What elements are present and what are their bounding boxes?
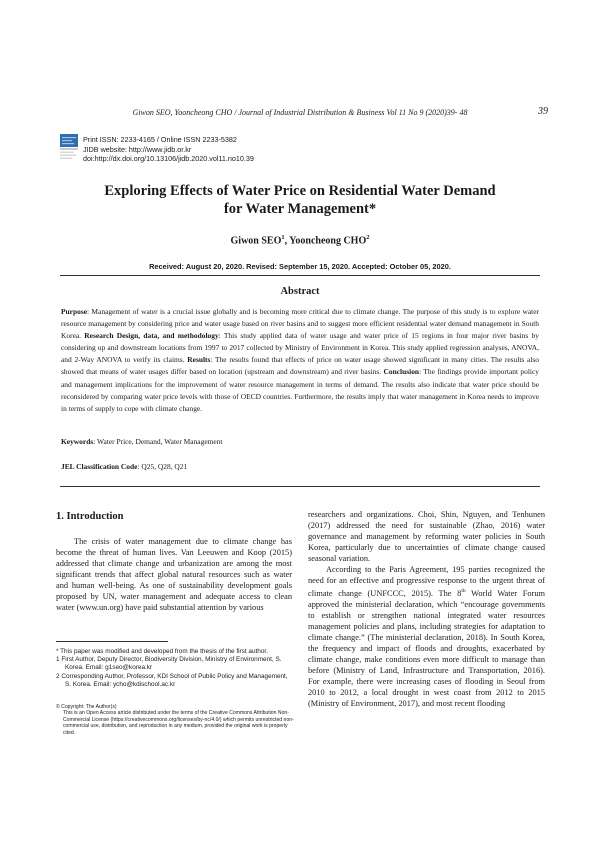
footnote-author-2: 2 Corresponding Author, Professor, KDI School of Public Policy and Management, S. Korea. Email: ycho@kdischool.ac.kr [56, 672, 288, 688]
copyright-line: © Copyright: The Author(s) [56, 704, 117, 710]
methodology-text: : This study applied data of water usage and water price of 15 regions in four major river basins by considering up and downstream locations from 1997 to 2017 collected by Ministry of Environment in Korea. This study applied regression analyses, ANOVA, and 2-Way ANOVA to verify its claims. [61, 331, 539, 365]
right-column [308, 509, 545, 709]
author-2: Yooncheong CHO [289, 235, 367, 247]
results-text: : The results found that effects of price on water usage showed significant in many cities. The results also showed that means of water usages differ based on location (upstream and downstream) and river basins. [61, 355, 540, 377]
page-number: 39 [538, 106, 548, 117]
conclusion-label: Conclusion [383, 367, 420, 377]
keywords-label: Keywords [61, 437, 94, 446]
jel-codes [61, 462, 187, 471]
author-2-mark: 2 [366, 234, 370, 241]
section-number: 1 [56, 511, 62, 522]
issn-line: Print ISSN: 2233-4165 / Online ISSN 2233-5382 [83, 135, 237, 144]
license-note [56, 704, 294, 736]
left-column [56, 536, 292, 613]
paragraph-2-start: According to the Paris Agreement, 195 parties recognized the need for an effective and progressive response to the urgent threat of climate change (UNFCCC, 2015). The 8 [308, 565, 545, 598]
journal-logo-icon [60, 134, 78, 160]
intro-paragraph-1: The crisis of water management due to climate change has become the threat of human lives. Van Leeuwen and Koop (2015) addressed that climate change and urbanization are among the most significant trends that affect global natural resources such as water and human well-being. As one of sustainability development goals proposed by UN, water management and adequate access to clean water (www.un.org) have paid substantial attention by various [56, 537, 292, 612]
author-1-mark: 1 [281, 234, 285, 241]
publication-info [83, 135, 254, 164]
keywords-text: : Water Price, Demand, Water Management [93, 437, 223, 446]
abstract-heading: Abstract [280, 286, 320, 297]
methodology-label: Research Design, data, and methodology [84, 331, 219, 341]
author-list [40, 234, 560, 246]
paragraph-2-rest: World Water Forum approved the ministerial declaration, which “encourage governments to establish or strengthen national integrated water resources management policies and plans, including strategies for adaptation to climate change.” (The ministerial declaration, 2018). In South Korea, the frequency and impact of floods and droughts, exacerbated by climate change, make conditions even more difficult to manage than before (Ministry of Land, Infrastructure and Transportation, 2016). For example, there were increasing cases of flooding in Seoul from 2010 to 2012, a local drought in west coast from 2012 to 2015 (Ministry of Environment, 2017), and most recent flooding [308, 588, 545, 708]
received-dates: Received: August 20, 2020. Revised: September 15, 2020. Accepted: October 05, 2020. [149, 262, 451, 271]
paper-title [40, 182, 560, 218]
doi-line: doi:http://dx.doi.org/10.13106/jidb.2020.vol11.no10.39 [83, 154, 254, 163]
divider-bottom [60, 486, 540, 487]
abstract-body [61, 306, 539, 415]
author-1: Giwon SEO [230, 235, 282, 247]
ordinal-suffix: th [461, 588, 466, 594]
title-line-2: for Water Management* [223, 201, 377, 217]
divider-top [60, 275, 540, 276]
purpose-text: : Management of water is a crucial issue globally and is becoming more critical due to climate change. The purpose of this study is to explore water resource management by considering price and water usage based on river basins and to suggest more efficient residential water demand management in South Korea. [61, 307, 539, 341]
footnote-author-1: 1 First Author, Deputy Director, Biodiversity Division, Ministry of Environment, S. Korea. Email: g1seo@korea.kr [56, 656, 282, 672]
footnote-thesis: * This paper was modified and developed from the thesis of the first author. [56, 648, 268, 655]
author-separator: , [284, 235, 290, 247]
keywords [61, 437, 223, 446]
website-line: JIDB website: http://www.jidb.or.kr [83, 144, 192, 154]
license-text: This is an Open Access article distributed under the terms of the Creative Commons Attribution Non-Commercial License (https://creativecommons.org/licenses/by-nc/4.0/) which permits unrestricted non-commercial use, distribution, and reproduction in any medium, provided the original work is properly cited. [63, 710, 294, 736]
conclusion-text: : The findings provide important policy and management implications for the improvement of water resource management in terms of demand. The results also indicate that water price should be reconsidered by comparing water price levels with those of OECD countries. Furthermore, the results imply that water management in Korea needs to improve in terms of supply to cope with climate change. [61, 367, 539, 413]
section-title: . Introduction [61, 511, 124, 522]
footnote-divider [56, 641, 168, 642]
purpose-label: Purpose [61, 307, 88, 316]
title-line-1: Exploring Effects of Water Price on Residential Water Demand [104, 183, 496, 199]
section-heading [56, 511, 124, 522]
jel-label: JEL Classification Code [61, 462, 138, 471]
intro-paragraph-2 [308, 564, 545, 709]
jel-text: : Q25, Q28, Q21 [137, 462, 188, 471]
intro-paragraph-1-continued: researchers and organizations. Choi, Shin, Nguyen, and Tenhunen (2017) addressed the need for sustainable (Zhao, 2016) water governance and management by reforming water policies in South Korea, particularly due to uncertainties of climate change caused seasonal variation. [308, 510, 545, 563]
footnotes [56, 648, 294, 689]
results-label: Results [187, 355, 211, 365]
running-header: Giwon SEO, Yooncheong CHO / Journal of Industrial Distribution & Business Vol 11 No 9 (2020)39- 48 [132, 108, 468, 117]
